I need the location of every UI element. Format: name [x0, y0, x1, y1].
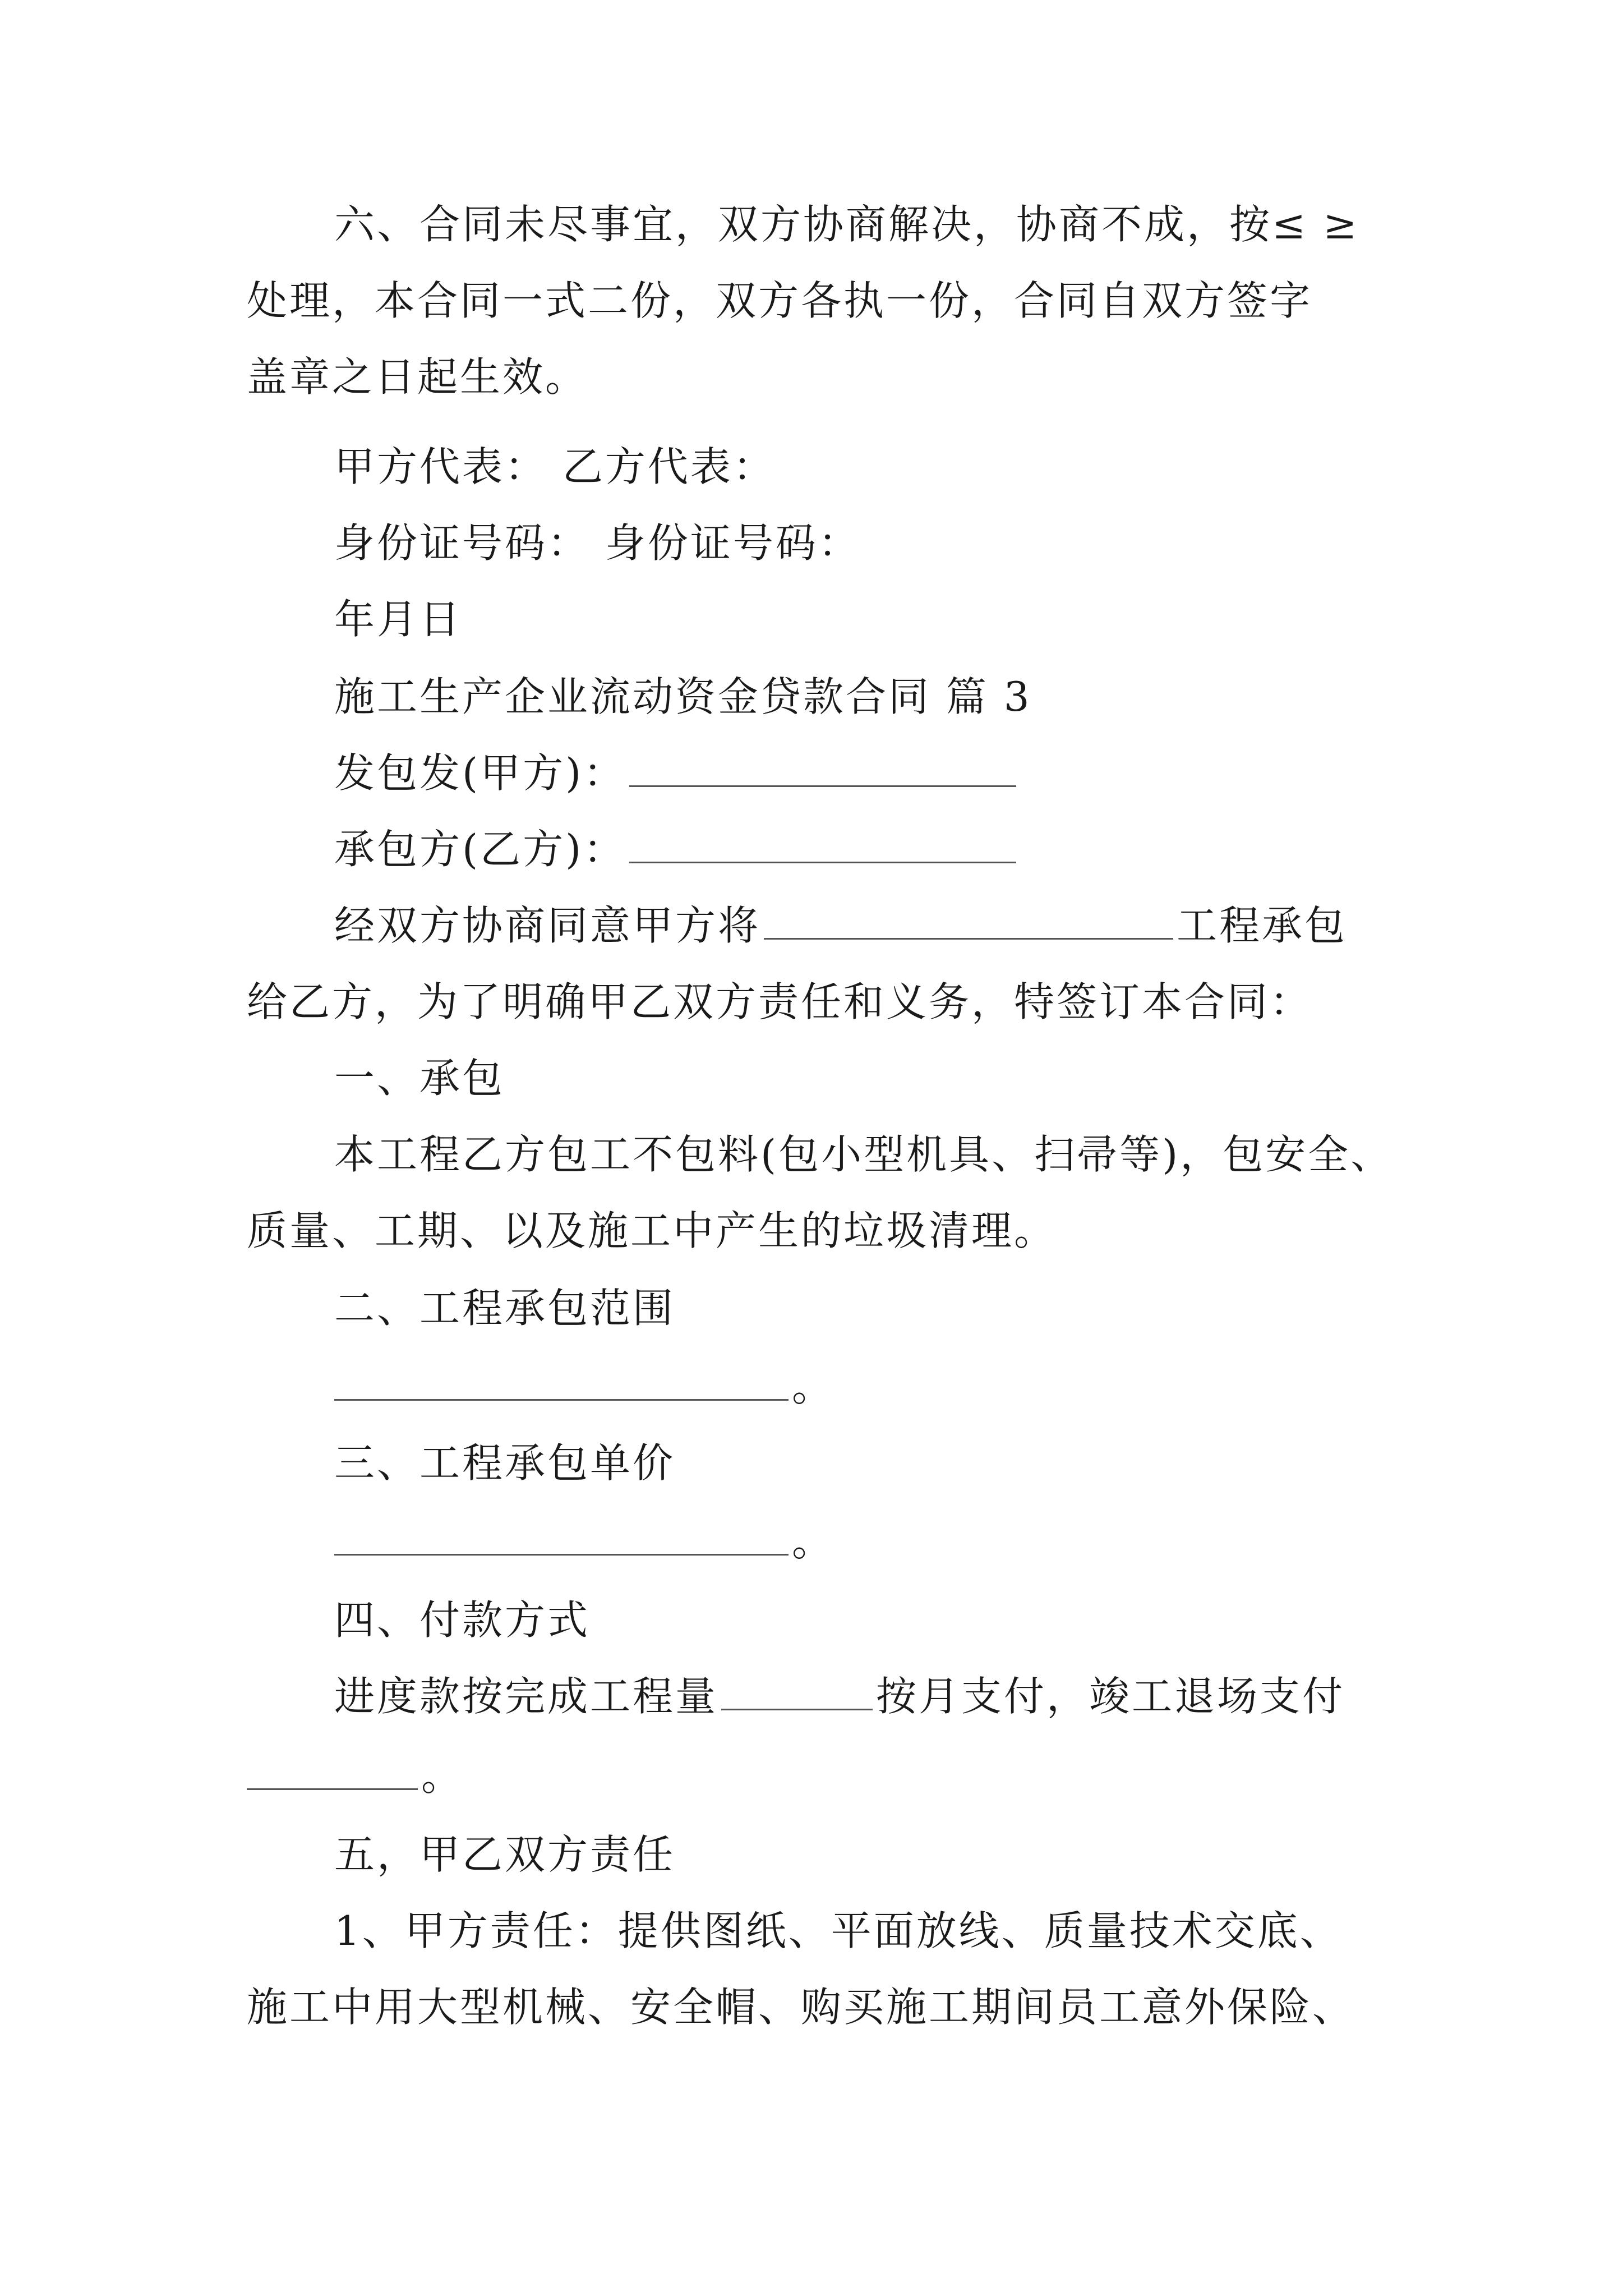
party-b-line	[334, 822, 1020, 876]
intro-line-2: 给乙方，为了明确甲乙双方责任和义务，特签订本合同：	[247, 978, 1313, 1025]
signature-representatives: 甲方代表： 乙方代表：	[334, 443, 776, 490]
heading-1: 一、承包	[334, 1055, 505, 1102]
heading-4: 四、付款方式	[334, 1596, 591, 1644]
clause-5-line-2: 施工中用大型机械、安全帽、购买施工期间员工意外保险、	[247, 1984, 1355, 2031]
clause-5-line-1: 1、甲方责任：提供图纸、平面放线、质量技术交底、	[334, 1907, 1343, 1954]
unit-price-line	[334, 1515, 834, 1568]
payment-line-2	[247, 1749, 464, 1803]
payment-suffix: 按月支付，竣工退场支付	[876, 1673, 1345, 1720]
clause-6-line-3: 盖章之日起生效。	[247, 353, 588, 401]
party-a-blank	[629, 752, 1016, 787]
heading-3: 三、工程承包单价	[334, 1439, 676, 1487]
heading-5: 五，甲乙双方责任	[334, 1831, 676, 1878]
payment-prefix: 进度款按完成工程量	[334, 1673, 718, 1720]
section-title: 施工生产企业流动资金贷款合同 篇 3	[334, 673, 1032, 720]
heading-2: 二、工程承包范围	[334, 1285, 676, 1332]
intro-prefix: 经双方协商同意甲方将	[334, 902, 761, 949]
party-b-blank	[629, 828, 1016, 863]
intro-line-1	[334, 899, 1347, 953]
payment-percent-blank	[721, 1675, 873, 1710]
scope-line	[334, 1360, 834, 1414]
party-a-label: 发包发(甲方)：	[334, 749, 626, 797]
payment-period: 。	[421, 1752, 464, 1800]
clause-6-line-1: 六、合同未尽事宜，双方协商解决，协商不成，按≤ ≥	[334, 201, 1359, 248]
party-b-label: 承包方(乙方)：	[334, 826, 626, 873]
party-a-line	[334, 746, 1020, 800]
payment-line-1	[334, 1669, 1345, 1723]
scope-period: 。	[792, 1363, 835, 1410]
scope-blank	[334, 1365, 789, 1401]
project-name-blank	[764, 904, 1173, 940]
intro-suffix: 工程承包	[1177, 902, 1348, 949]
unit-price-blank	[334, 1520, 789, 1556]
clause-1-line-2: 质量、工期、以及施工中产生的垃圾清理。	[247, 1207, 1057, 1254]
final-payment-blank	[247, 1755, 418, 1790]
clause-1-line-1: 本工程乙方包工不包料(包小型机具、扫帚等)，包安全、	[334, 1131, 1394, 1178]
clause-6-line-2: 处理，本合同一式二份，双方各执一份，合同自双方签字	[247, 277, 1313, 324]
signature-date: 年月日	[334, 596, 463, 643]
signature-id-numbers: 身份证号码： 身份证号码：	[334, 519, 861, 567]
unit-price-period: 。	[792, 1518, 835, 1565]
